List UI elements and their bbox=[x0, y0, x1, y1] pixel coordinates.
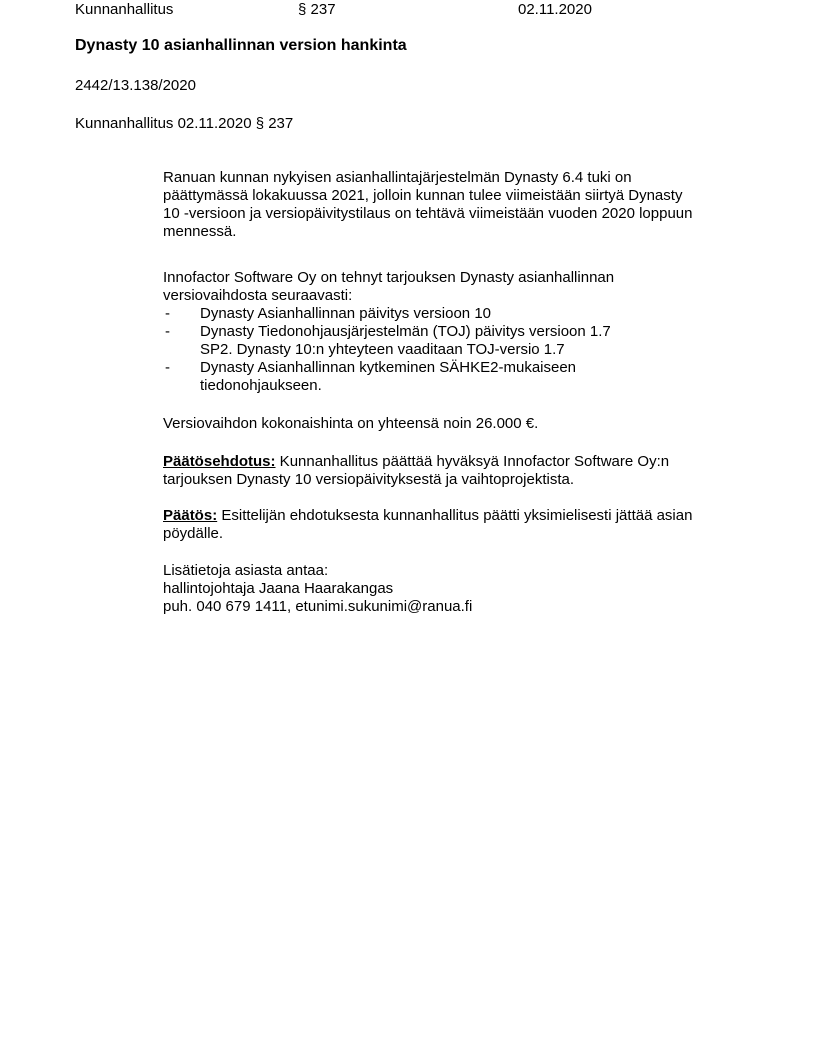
bullet-line: Dynasty Asianhallinnan kytkeminen SÄHKE2-mukaiseen bbox=[200, 359, 577, 376]
bullet-item bbox=[163, 305, 763, 323]
decision-label: Päätös: bbox=[163, 507, 218, 524]
section-reference: Kunnanhallitus 02.11.2020 § 237 bbox=[75, 115, 294, 132]
paragraph-price bbox=[163, 415, 763, 433]
offer-intro-line: Innofactor Software Oy on tehnyt tarjouksen Dynasty asianhallinnan bbox=[163, 269, 615, 286]
proposal-label: Päätösehdotus: bbox=[163, 453, 276, 470]
bullet-text bbox=[200, 305, 763, 323]
contact-person: hallintojohtaja Jaana Haarakangas bbox=[163, 580, 394, 597]
contact-info bbox=[163, 562, 763, 616]
bullet-marker: - bbox=[165, 323, 170, 340]
decision-text-line2: pöydälle. bbox=[163, 525, 224, 542]
header-date: 02.11.2020 bbox=[518, 1, 592, 18]
bullet-line: SP2. Dynasty 10:n yhteyteen vaaditaan TOJ-versio 1.7 bbox=[200, 341, 565, 358]
case-number: 2442/13.138/2020 bbox=[75, 77, 196, 94]
bullet-line: Dynasty Asianhallinnan päivitys versioon 10 bbox=[200, 305, 491, 322]
proposal-text-line2: tarjouksen Dynasty 10 versiopäivityksestä ja vaihtoprojektista. bbox=[163, 471, 575, 488]
paragraph-background-line: Ranuan kunnan nykyisen asianhallintajärjestelmän Dynasty 6.4 tuki on bbox=[163, 169, 632, 186]
paragraph-background-line: päättymässä lokakuussa 2021, jolloin kunnan tulee viimeistään siirtyä Dynasty bbox=[163, 187, 683, 204]
header-committee: Kunnanhallitus bbox=[75, 1, 174, 18]
paragraph-background-line: mennessä. bbox=[163, 223, 237, 240]
price-line: Versiovaihdon kokonaishinta on yhteensä noin 26.000 €. bbox=[163, 415, 539, 432]
header-section-number: § 237 bbox=[298, 1, 336, 18]
bullet-item bbox=[163, 359, 763, 395]
paragraph-decision bbox=[163, 507, 763, 543]
contact-intro: Lisätietoja asiasta antaa: bbox=[163, 562, 329, 579]
paragraph-background bbox=[163, 169, 763, 241]
paragraph-proposal bbox=[163, 453, 763, 489]
contact-phone-email: puh. 040 679 1411, etunimi.sukunimi@ranua.fi bbox=[163, 598, 473, 615]
bullet-text bbox=[200, 323, 763, 359]
bullet-line: tiedonohjaukseen. bbox=[200, 377, 322, 394]
paragraph-background-line: 10 -versioon ja versiopäivitystilaus on tehtävä viimeistään vuoden 2020 loppuun bbox=[163, 205, 693, 222]
paragraph-offer bbox=[163, 269, 763, 395]
bullet-item bbox=[163, 323, 763, 359]
bullet-line: Dynasty Tiedonohjausjärjestelmän (TOJ) päivitys versioon 1.7 bbox=[200, 323, 611, 340]
proposal-text: Kunnanhallitus päättää hyväksyä Innofactor Software Oy:n bbox=[275, 453, 670, 470]
document-title: Dynasty 10 asianhallinnan version hankinta bbox=[75, 37, 407, 54]
bullet-list bbox=[163, 305, 763, 395]
bullet-marker: - bbox=[165, 305, 170, 322]
offer-intro-line: versiovaihdosta seuraavasti: bbox=[163, 287, 353, 304]
decision-text: Esittelijän ehdotuksesta kunnanhallitus päätti yksimielisesti jättää asian bbox=[217, 507, 693, 524]
bullet-text bbox=[200, 359, 763, 395]
bullet-marker: - bbox=[165, 359, 170, 376]
